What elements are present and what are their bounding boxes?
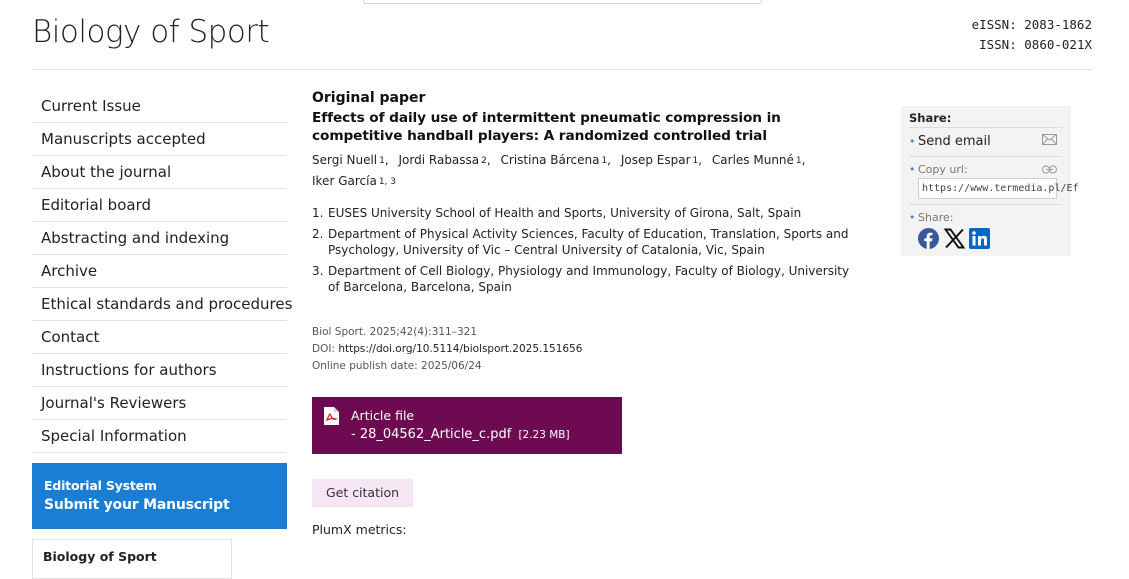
author[interactable] [312, 171, 396, 192]
author-name: Iker García [312, 174, 377, 188]
mail-icon[interactable] [1042, 134, 1057, 145]
editorial-system-button[interactable] [32, 463, 287, 529]
sidebar-item-contact[interactable]: Contact [32, 321, 287, 354]
share-title: Share: [909, 111, 952, 125]
sidebar-item-reviewers[interactable]: Journal's Reviewers [32, 387, 287, 420]
share-divider [909, 156, 1063, 157]
publish-date: Online publish date: 2025/06/24 [312, 360, 482, 372]
paper-title: Effects of daily use of intermittent pneumatic compression in competitive handball players: A randomized controlled trial [312, 110, 781, 144]
sidebar-item-special-info[interactable]: Special Information [32, 420, 287, 453]
affiliation-text: EUSES University School of Health and Sports, University of Girona, Salt, Spain [328, 206, 802, 220]
sidebar-item-about[interactable]: About the journal [32, 156, 287, 189]
plumx-metrics-label: PlumX metrics: [312, 522, 407, 537]
affiliation-item [312, 205, 852, 221]
author[interactable]: Jordi Rabassa $^2$, [398, 153, 491, 167]
browser-tab-edge [363, 0, 762, 4]
author-affiliation-ref: 1 [692, 156, 699, 166]
affiliation-item [312, 226, 852, 258]
copy-url-label: Copy url: [918, 163, 968, 176]
author-list [312, 150, 852, 192]
author-affiliation-ref: 1 [379, 156, 385, 166]
sidebar-item-current-issue[interactable]: Current Issue [32, 90, 287, 123]
author[interactable]: Josep Espar $^1$, [620, 153, 703, 167]
share-networks-label: Share: [918, 211, 954, 224]
author-name: Sergi Nuell [312, 153, 378, 167]
doi-label: DOI: [312, 343, 335, 355]
article-file-label: Article file [351, 408, 415, 423]
author-affiliation-ref: 1, 3 [378, 177, 396, 187]
article-file-name-line [351, 427, 622, 442]
author-name: Carles Munné [711, 153, 794, 167]
sidebar-item-archive[interactable]: Archive [32, 255, 287, 288]
x-icon[interactable] [944, 228, 965, 249]
share-panel [901, 106, 1079, 256]
article-main [312, 90, 852, 375]
affiliation-number: 1. [312, 206, 324, 220]
journal-info-title: Biology of Sport [43, 549, 157, 564]
affiliation-item [312, 263, 852, 295]
copy-url-field[interactable] [918, 178, 1079, 199]
linkedin-icon[interactable] [969, 228, 990, 249]
bullet-icon: • [909, 163, 916, 176]
facebook-icon[interactable] [918, 228, 939, 249]
author-name: Cristina Bárcena [500, 153, 600, 167]
author-affiliation-ref: 1 [601, 156, 608, 166]
affiliation-text: Department of Cell Biology, Physiology and Immunology, Faculty of Biology, University of Barcelona, Barcelona, Spain [328, 264, 850, 294]
send-email-link[interactable]: Send email [918, 134, 991, 149]
header-divider [32, 69, 1092, 70]
article-file-size: [2.23 MB] [518, 429, 570, 441]
issn-block [972, 15, 1092, 55]
sidebar-nav [32, 90, 293, 453]
author-name: Josep Espar [620, 153, 691, 167]
author[interactable]: Cristina Bárcena $^1$, [500, 153, 611, 167]
bullet-icon: • [909, 135, 916, 148]
eissn-text: eISSN: 2083-1862 [971, 17, 1092, 32]
get-citation-button[interactable]: Get citation [312, 479, 413, 507]
bullet-icon: • [909, 211, 916, 224]
doi-link[interactable]: https://doi.org/10.5114/biolsport.2025.151656 [338, 343, 583, 355]
sidebar-item-abstracting[interactable]: Abstracting and indexing [32, 222, 287, 255]
author[interactable]: Sergi Nuell $^1$, [312, 153, 389, 167]
copy-url-value: https://www.termedia.pl/Ef [922, 183, 1079, 194]
editorial-system-label: Editorial System [44, 478, 157, 493]
article-meta [312, 324, 852, 375]
affiliation-number: 2. [312, 227, 324, 241]
share-divider [909, 127, 1063, 128]
submit-manuscript-label: Submit your Manuscript [44, 497, 230, 513]
author[interactable]: Carles Munné $^1$, [711, 153, 806, 167]
journal-info-box [32, 539, 232, 579]
affiliation-list [312, 205, 852, 295]
sidebar-item-ethical-standards[interactable]: Ethical standards and procedures [32, 288, 287, 321]
link-icon[interactable] [1042, 165, 1057, 174]
article-file-download[interactable] [312, 397, 622, 454]
site-title[interactable]: Biology of Sport [32, 14, 270, 50]
doi-line [312, 341, 852, 358]
citation-line: Biol Sport. 2025;42(4):311–321 [312, 326, 478, 338]
sidebar-item-instructions[interactable]: Instructions for authors [32, 354, 287, 387]
sidebar-item-manuscripts-accepted[interactable]: Manuscripts accepted [32, 123, 287, 156]
author-name: Jordi Rabassa [398, 153, 480, 167]
affiliation-number: 3. [312, 264, 324, 278]
pdf-icon [323, 407, 339, 425]
author-affiliation-ref: 2 [481, 156, 487, 166]
sidebar-item-editorial-board[interactable]: Editorial board [32, 189, 287, 222]
paper-type: Original paper [312, 90, 426, 106]
issn-text: ISSN: 0860-021X [979, 37, 1092, 52]
affiliation-text: Department of Physical Activity Sciences, Faculty of Education, Translation, Sports and Psychology, University of Vic – Central University of Catalonia, Vic, Spain [328, 227, 849, 257]
article-file-name: - 28_04562_Article_c.pdf [351, 427, 512, 442]
author-affiliation-ref: 1 [795, 156, 802, 166]
share-divider [909, 204, 1063, 205]
